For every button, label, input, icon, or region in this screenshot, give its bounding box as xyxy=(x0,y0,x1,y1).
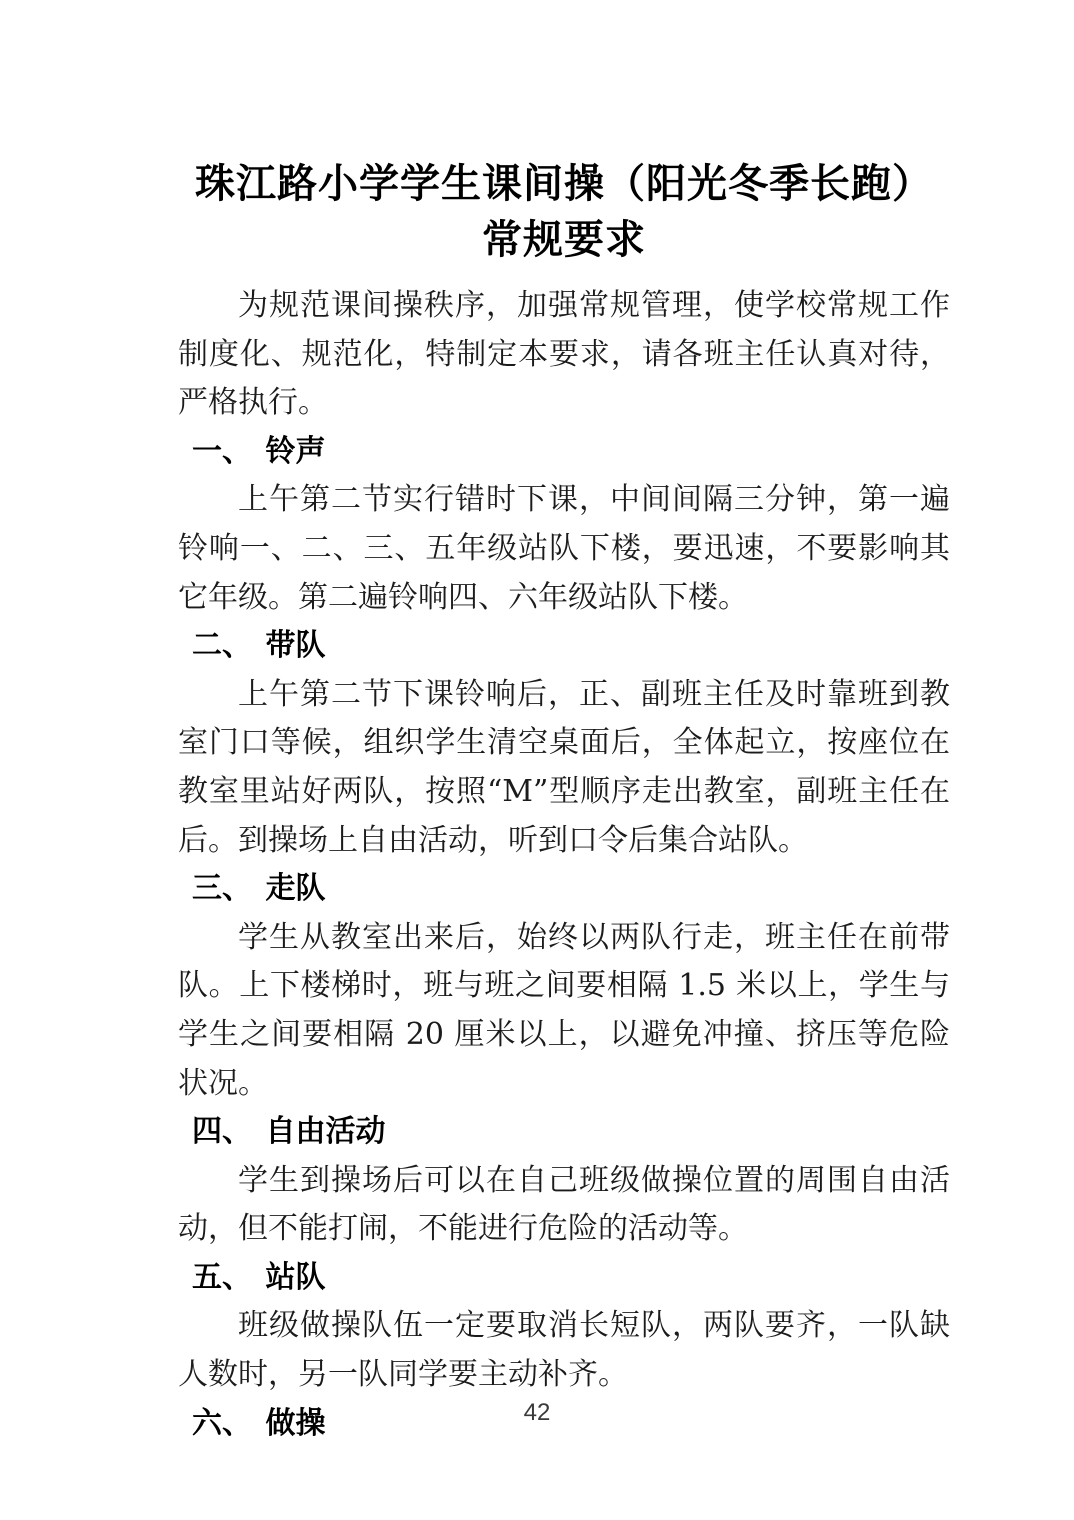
title-line-1: 珠江路小学学生课间操（阳光冬季长跑） xyxy=(195,161,933,207)
section-heading-1 xyxy=(178,428,950,477)
title-line-2: 常规要求 xyxy=(482,217,646,263)
section-paragraph-4: 学生到操场后可以在自己班级做操位置的周围自由活动，但不能打闹，不能进行危险的活动等。 xyxy=(178,1162,950,1247)
section-title-2: 带队 xyxy=(265,628,326,664)
section-number-4: 四、 xyxy=(192,1114,252,1150)
section-title-3: 走队 xyxy=(265,871,326,907)
section-title-5: 站队 xyxy=(265,1259,326,1295)
section-lining-up xyxy=(178,1254,950,1400)
page-number: 42 xyxy=(523,1399,551,1426)
section-bells xyxy=(178,428,950,622)
section-number-6: 六、 xyxy=(192,1405,252,1441)
section-number-5: 五、 xyxy=(192,1259,252,1295)
section-marching xyxy=(178,865,950,1108)
section-paragraph-2: 上午第二节下课铃响后，正、副班主任及时靠班到教室门口等候，组织学生清空桌面后，全体起立，按座位在教室里站好两队，按照“M”型顺序走出教室，副班主任在后。到操场上自由活动，听到口令后集合站队。 xyxy=(178,676,950,858)
section-heading-4 xyxy=(178,1108,950,1157)
section-title-4: 自由活动 xyxy=(265,1114,386,1150)
section-number-3: 三、 xyxy=(192,871,252,907)
section-free-activity xyxy=(178,1108,950,1254)
section-paragraph-3: 学生从教室出来后，始终以两队行走，班主任在前带队。上下楼梯时，班与班之间要相隔 1.5 米以上，学生与学生之间要相隔 20 厘米以上，以避免冲撞、挤压等危险状况。 xyxy=(178,919,950,1101)
section-heading-2 xyxy=(178,622,950,671)
section-number-1: 一、 xyxy=(192,433,252,469)
document-content xyxy=(178,0,950,1448)
section-title-6: 做操 xyxy=(265,1405,326,1441)
intro-paragraph: 为规范课间操秩序，加强常规管理，使学校常规工作制度化、规范化，特制定本要求，请各班主任认真对待，严格执行。 xyxy=(178,288,950,421)
document-title xyxy=(178,156,950,268)
section-heading-5 xyxy=(178,1254,950,1303)
document-body xyxy=(178,282,950,1448)
section-paragraph-1: 上午第二节实行错时下课，中间间隔三分钟，第一遍铃响一、二、三、五年级站队下楼，要迅速，不要影响其它年级。第二遍铃响四、六年级站队下楼。 xyxy=(178,482,950,615)
section-leading-team xyxy=(178,622,950,865)
section-paragraph-5: 班级做操队伍一定要取消长短队，两队要齐，一队缺人数时，另一队同学要主动补齐。 xyxy=(178,1308,950,1393)
section-title-1: 铃声 xyxy=(265,433,326,469)
section-heading-3 xyxy=(178,865,950,914)
section-number-2: 二、 xyxy=(192,628,252,664)
